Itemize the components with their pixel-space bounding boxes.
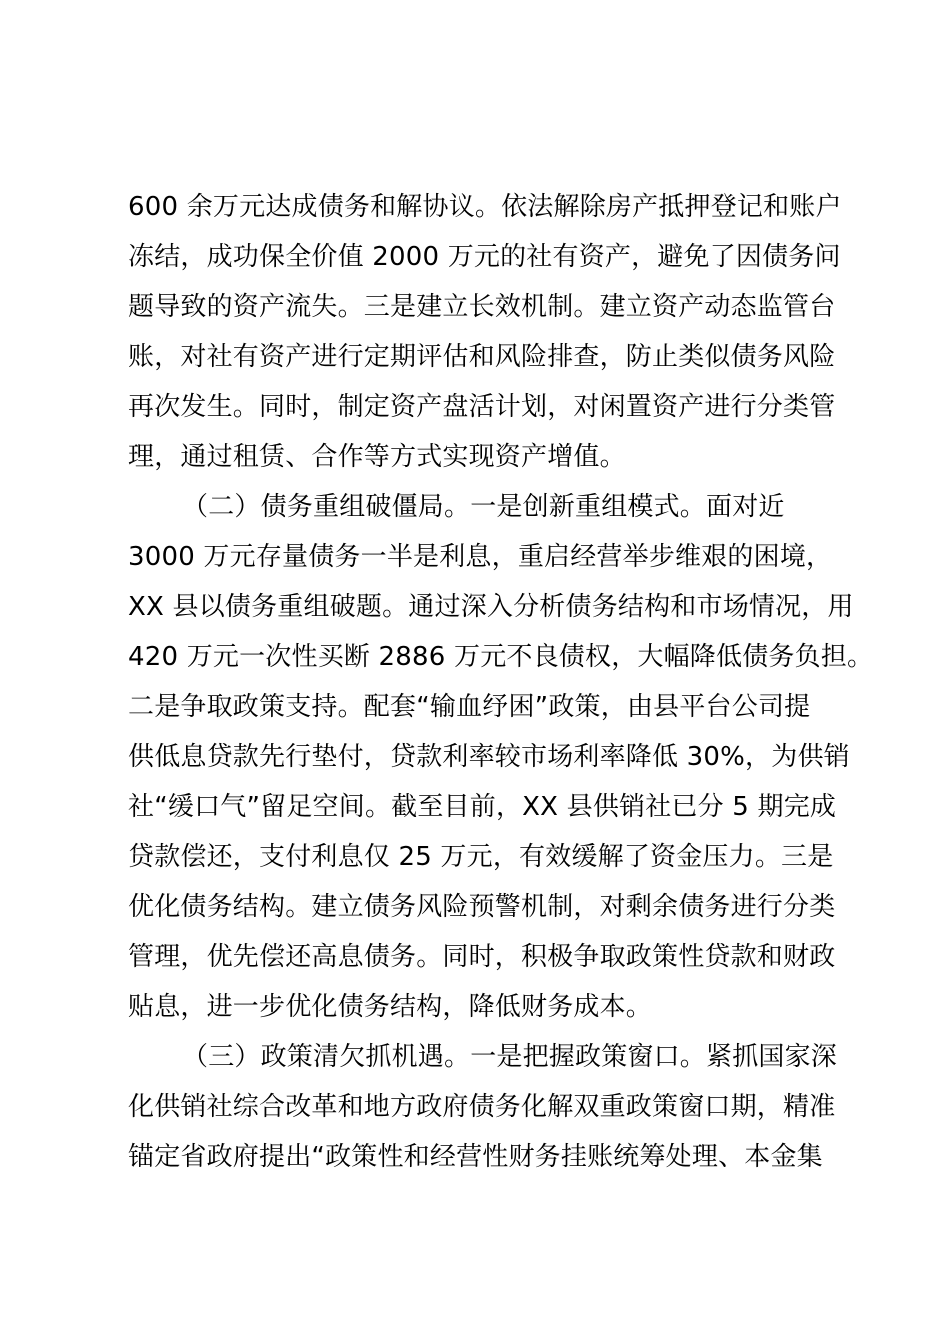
text-line: 再次发生。同时，制定资产盘活计划，对闲置资产进行分类管 bbox=[128, 392, 836, 422]
text-line: 冻结，成功保全价值 2000 万元的社有资产，避免了因债务问 bbox=[128, 242, 841, 272]
text-line: 600 余万元达成债务和解协议。依法解除房产抵押登记和账户 bbox=[128, 192, 842, 222]
text-line: 贴息，进一步优化债务结构，降低财务成本。 bbox=[128, 992, 653, 1022]
text-line: 优化债务结构。建立债务风险预警机制，对剩余债务进行分类 bbox=[128, 892, 836, 922]
text-line: 锚定省政府提出“政策性和经营性财务挂账统筹处理、本金集 bbox=[128, 1142, 823, 1172]
section-heading-line: （二）债务重组破僵局。一是创新重组模式。面对近 bbox=[182, 492, 785, 522]
text-line: 管理，优先偿还高息债务。同时，积极争取政策性贷款和财政 bbox=[128, 942, 836, 972]
document-body bbox=[128, 182, 874, 1182]
text-line: 账，对社有资产进行定期评估和风险排查，防止类似债务风险 bbox=[128, 342, 836, 372]
text-line: 贷款偿还，支付利息仅 25 万元，有效缓解了资金压力。三是 bbox=[128, 842, 834, 872]
text-line: 420 万元一次性买断 2886 万元不良债权，大幅降低债务负担。 bbox=[128, 642, 874, 672]
section-heading-line: （三）政策清欠抓机遇。一是把握政策窗口。紧抓国家深 bbox=[182, 1042, 838, 1072]
text-line: 3000 万元存量债务一半是利息，重启经营举步维艰的困境， bbox=[128, 542, 833, 572]
text-line: 供低息贷款先行垫付，贷款利率较市场利率降低 30%，为供销 bbox=[128, 742, 850, 772]
text-line: 社“缓口气”留足空间。截至目前，XX 县供销社已分 5 期完成 bbox=[128, 792, 837, 822]
text-line: XX 县以债务重组破题。通过深入分析债务结构和市场情况，用 bbox=[128, 592, 854, 622]
text-line: 化供销社综合改革和地方政府债务化解双重政策窗口期，精准 bbox=[128, 1092, 836, 1122]
text-line: 理，通过租赁、合作等方式实现资产增值。 bbox=[128, 442, 626, 472]
text-line: 二是争取政策支持。配套“输血纾困”政策，由县平台公司提 bbox=[128, 692, 811, 722]
text-line: 题导致的资产流失。三是建立长效机制。建立资产动态监管台 bbox=[128, 292, 836, 322]
